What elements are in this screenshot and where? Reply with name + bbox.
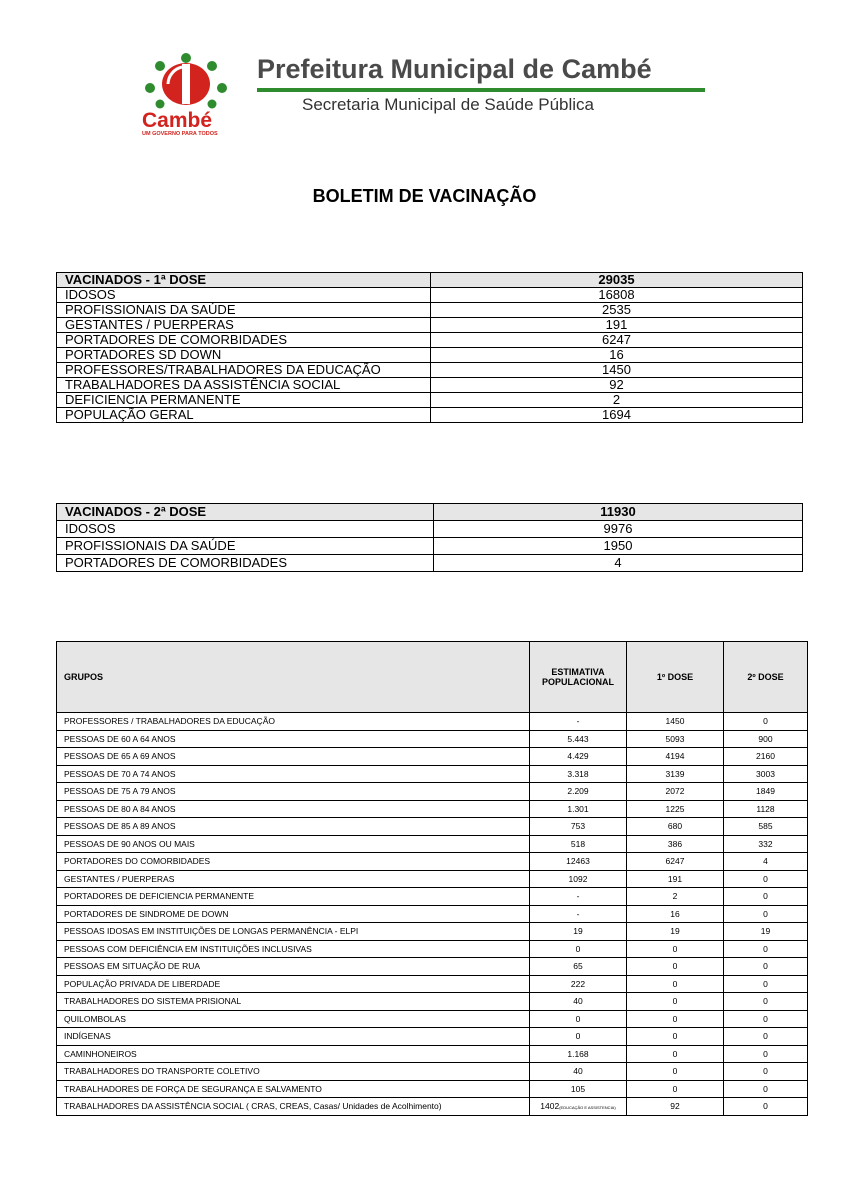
cell-estimativa-text: 12463 — [566, 856, 590, 867]
dose1-label: VACINADOS - 1ª DOSE — [57, 273, 431, 288]
cell-estimativa — [530, 853, 627, 871]
cell-grupo-text: PESSOAS DE 65 A 69 ANOS — [64, 751, 176, 762]
cell-d1 — [627, 975, 724, 993]
cell-d2-text: 0 — [763, 1031, 768, 1042]
cell-d2 — [724, 748, 808, 766]
cell-grupo-text: GESTANTES / PUERPERAS — [64, 873, 175, 884]
row-value: 16 — [431, 348, 803, 363]
cell-d1-text: 6247 — [665, 856, 685, 867]
cell-d2 — [724, 1028, 808, 1046]
cell-grupo-text: PESSOAS IDOSAS EM INSTITUIÇÕES DE LONGAS PERMANÊNCIA - ELPI — [64, 926, 359, 937]
cell-d2-text: 1849 — [756, 786, 775, 797]
cell-estimativa — [530, 730, 627, 748]
cell-d1-text: 16 — [670, 908, 680, 919]
table-row — [57, 318, 803, 333]
document-title: BOLETIM DE VACINAÇÃO — [312, 186, 537, 206]
row-label: DEFICIENCIA PERMANENTE — [57, 393, 431, 408]
dose1-total: 29035 — [431, 273, 803, 288]
cell-estimativa-text: 1402 — [540, 1101, 560, 1112]
cell-d2 — [724, 713, 808, 731]
cell-d2-text: 0 — [763, 891, 768, 902]
cell-grupo-text: PESSOAS DE 90 ANOS OU MAIS — [64, 838, 195, 849]
table-row — [57, 1063, 808, 1081]
row-value: 4 — [434, 555, 803, 572]
cell-d1-text: 0 — [672, 943, 678, 954]
table-row — [57, 555, 803, 572]
cell-d1 — [627, 958, 724, 976]
cell-d2 — [724, 1080, 808, 1098]
cell-estimativa — [530, 1010, 627, 1028]
cell-grupo-text: PORTADORES DO COMORBIDADES — [64, 856, 211, 867]
cell-d1 — [627, 905, 724, 923]
cell-grupo-text: PESSOAS DE 60 A 64 ANOS — [64, 733, 176, 744]
cell-d2 — [724, 870, 808, 888]
cell-grupo — [57, 713, 530, 731]
table-row — [57, 1010, 808, 1028]
row-label: PORTADORES DE COMORBIDADES — [57, 333, 431, 348]
cell-grupo-text: QUILOMBOLAS — [64, 1013, 126, 1024]
cell-estimativa-text: 222 — [570, 978, 586, 989]
cell-d2 — [724, 1010, 808, 1028]
cell-d2 — [724, 975, 808, 993]
cell-d2-text: 0 — [763, 1066, 768, 1077]
cell-d1-text: 3139 — [665, 768, 685, 779]
cell-d1 — [627, 940, 724, 958]
cell-estimativa-text: 1.168 — [567, 1048, 589, 1059]
table-row — [57, 538, 803, 555]
cell-d1-text: 0 — [672, 961, 678, 972]
cell-d2-text: 4 — [763, 856, 768, 867]
table-row — [57, 378, 803, 393]
cell-estimativa-text: - — [576, 716, 580, 727]
cell-grupo — [57, 1045, 530, 1063]
cell-d2 — [724, 993, 808, 1011]
cell-d1 — [627, 1098, 724, 1116]
cell-d1 — [627, 1010, 724, 1028]
header-subtitle: Secretaria Municipal de Saúde Pública — [302, 95, 595, 114]
cell-d2 — [724, 905, 808, 923]
cell-grupo — [57, 1010, 530, 1028]
dose2-header-row — [57, 504, 803, 521]
cell-grupo-text: PESSOAS DE 70 A 74 ANOS — [64, 768, 176, 779]
cell-estimativa-text: 0 — [575, 1031, 581, 1042]
cell-d2-text: 0 — [763, 908, 768, 919]
cell-d1-text: 1225 — [665, 803, 685, 814]
cell-grupo-text: PESSOAS COM DEFICIÊNCIA EM INSTITUIÇÕES INCLUSIVAS — [64, 943, 312, 954]
cell-d2 — [724, 783, 808, 801]
cell-grupo-text: PROFESSORES / TRABALHADORES DA EDUCAÇÃO — [64, 716, 275, 727]
row-label: GESTANTES / PUERPERAS — [57, 318, 431, 333]
cell-estimativa-text: 40 — [573, 1066, 583, 1077]
dose2-total: 11930 — [434, 504, 803, 521]
cell-d2 — [724, 835, 808, 853]
row-value: 92 — [431, 378, 803, 393]
cell-d2-text: 19 — [760, 926, 771, 937]
cell-d1-text: 2 — [672, 891, 678, 902]
cell-d2 — [724, 1063, 808, 1081]
cell-estimativa-text: 65 — [573, 961, 583, 972]
cell-d2-text: 0 — [763, 978, 768, 989]
row-value: 2 — [431, 393, 803, 408]
dose2-label: VACINADOS - 2ª DOSE — [57, 504, 434, 521]
cell-estimativa — [530, 1028, 627, 1046]
cell-estimativa-text: 2.209 — [567, 786, 589, 797]
cell-grupo-text: TRABALHADORES DO TRANSPORTE COLETIVO — [64, 1066, 260, 1077]
cell-estimativa — [530, 958, 627, 976]
table-row — [57, 783, 808, 801]
cell-grupo — [57, 783, 530, 801]
cell-estimativa-text: 3.318 — [567, 768, 589, 779]
groups-table — [56, 641, 808, 1116]
cell-d1 — [627, 1028, 724, 1046]
row-value: 1950 — [434, 538, 803, 555]
cell-d2 — [724, 940, 808, 958]
cell-grupo-text: TRABALHADORES DO SISTEMA PRISIONAL — [64, 996, 242, 1007]
cell-estimativa-text: 1092 — [568, 873, 588, 884]
table-row — [57, 393, 803, 408]
cell-d1 — [627, 1080, 724, 1098]
cell-estimativa — [530, 940, 627, 958]
table-row — [57, 303, 803, 318]
cell-d1-text: 1450 — [665, 716, 685, 727]
cell-grupo — [57, 975, 530, 993]
row-label: TRABALHADORES DA ASSISTÊNCIA SOCIAL — [57, 378, 431, 393]
cell-estimativa-text: 1.301 — [567, 803, 589, 814]
table-row — [57, 333, 803, 348]
cell-d2 — [724, 800, 808, 818]
cell-grupo — [57, 1028, 530, 1046]
table-row — [57, 765, 808, 783]
row-value: 16808 — [431, 288, 803, 303]
cell-note: (EDUCAÇÃO E ASSISTENCIA) — [559, 1105, 616, 1111]
cell-grupo — [57, 888, 530, 906]
cell-d2-text: 0 — [763, 961, 768, 972]
cell-d1-text: 5093 — [665, 733, 685, 744]
table-row — [57, 730, 808, 748]
cell-d2 — [724, 765, 808, 783]
cell-d2-text: 0 — [763, 873, 768, 884]
cell-grupo-text: POPULAÇÃO PRIVADA DE LIBERDADE — [64, 978, 221, 989]
cell-estimativa-text: 0 — [575, 1013, 581, 1024]
cell-estimativa — [530, 1063, 627, 1081]
cell-d1-text: 0 — [672, 978, 678, 989]
table-row — [57, 818, 808, 836]
cell-grupo-text: TRABALHADORES DA ASSISTÊNCIA SOCIAL ( CRAS, CREAS, Casas/ Unidades de Acolhimento) — [64, 1101, 442, 1112]
row-label: POPULAÇÃO GERAL — [57, 408, 431, 423]
cell-estimativa — [530, 870, 627, 888]
cell-grupo — [57, 923, 530, 941]
cell-grupo — [57, 765, 530, 783]
table-row — [57, 940, 808, 958]
table-row — [57, 748, 808, 766]
cell-estimativa-text: 518 — [570, 838, 586, 849]
table-row — [57, 870, 808, 888]
table-row — [57, 1045, 808, 1063]
cell-d1 — [627, 853, 724, 871]
cell-grupo — [57, 853, 530, 871]
cell-d2-text: 0 — [763, 1083, 768, 1094]
col-header-dose2: 2º DOSE — [724, 642, 808, 713]
cell-estimativa — [530, 783, 627, 801]
cell-estimativa — [530, 975, 627, 993]
cell-grupo-text: PORTADORES DE SINDROME DE DOWN — [64, 908, 229, 919]
cell-d1-text: 386 — [667, 838, 683, 849]
table-row — [57, 905, 808, 923]
cell-grupo — [57, 818, 530, 836]
cell-d1-text: 92 — [670, 1101, 680, 1112]
cell-grupo-text: CAMINHONEIROS — [64, 1048, 137, 1059]
cell-estimativa-text: - — [576, 891, 580, 902]
page-header — [0, 0, 849, 150]
cell-d2-text: 0 — [763, 716, 768, 727]
table-row — [57, 993, 808, 1011]
table-row — [57, 888, 808, 906]
header-divider — [257, 88, 705, 92]
cell-grupo — [57, 748, 530, 766]
logo-text: Cambé — [142, 109, 213, 132]
cell-grupo — [57, 1098, 530, 1116]
table-row — [57, 1080, 808, 1098]
cell-d2-text: 2160 — [756, 751, 775, 762]
col-header-grupos: GRUPOS — [57, 642, 530, 713]
row-label: PROFESSORES/TRABALHADORES DA EDUCAÇÃO — [57, 363, 431, 378]
cell-grupo — [57, 940, 530, 958]
cell-grupo — [57, 905, 530, 923]
cell-grupo-text: TRABALHADORES DE FORÇA DE SEGURANÇA E SALVAMENTO — [64, 1083, 322, 1094]
cell-d2-text: 0 — [763, 1048, 768, 1059]
table-row — [57, 923, 808, 941]
groups-body — [57, 713, 808, 1116]
cell-estimativa — [530, 1098, 627, 1116]
row-value: 1450 — [431, 363, 803, 378]
table-row — [57, 800, 808, 818]
cell-d2 — [724, 1045, 808, 1063]
cell-grupo-text: INDÍGENAS — [64, 1031, 111, 1042]
row-value: 2535 — [431, 303, 803, 318]
cell-estimativa — [530, 923, 627, 941]
cell-d1 — [627, 713, 724, 731]
cell-estimativa-text: 105 — [570, 1083, 586, 1094]
row-label: IDOSOS — [57, 521, 434, 538]
cell-d1 — [627, 765, 724, 783]
cell-grupo — [57, 870, 530, 888]
cell-d1-text: 680 — [667, 821, 683, 832]
cell-grupo-text: PESSOAS DE 75 A 79 ANOS — [64, 786, 176, 797]
cell-estimativa — [530, 800, 627, 818]
cell-d1 — [627, 888, 724, 906]
table-row — [57, 853, 808, 871]
cell-d1 — [627, 730, 724, 748]
cell-d2-text: 900 — [758, 733, 773, 744]
cell-grupo — [57, 1063, 530, 1081]
cell-estimativa — [530, 993, 627, 1011]
dose1-header-row — [57, 273, 803, 288]
cell-d2 — [724, 730, 808, 748]
cell-d1 — [627, 923, 724, 941]
cell-estimativa — [530, 1045, 627, 1063]
row-label: PROFISSIONAIS DA SAÚDE — [57, 538, 434, 555]
cell-estimativa-text: 40 — [573, 996, 583, 1007]
row-value: 6247 — [431, 333, 803, 348]
row-label: PORTADORES DE COMORBIDADES — [57, 555, 434, 572]
cell-d2-text: 0 — [763, 996, 768, 1007]
cell-grupo — [57, 800, 530, 818]
cell-estimativa — [530, 765, 627, 783]
cell-d2 — [724, 1098, 808, 1116]
table-row — [57, 1028, 808, 1046]
cell-d1-text: 0 — [672, 1031, 678, 1042]
table-row — [57, 1098, 808, 1116]
cell-grupo — [57, 835, 530, 853]
cell-d1-text: 2072 — [665, 786, 685, 797]
dose2-table — [56, 503, 803, 572]
col-header-estimativa: ESTIMATIVA POPULACIONAL — [530, 642, 627, 713]
cell-d2 — [724, 958, 808, 976]
table-row — [57, 975, 808, 993]
table-row — [57, 288, 803, 303]
dose1-table — [56, 272, 803, 423]
cell-d2-text: 332 — [758, 838, 773, 849]
cell-d1 — [627, 748, 724, 766]
cell-d1 — [627, 870, 724, 888]
cell-estimativa — [530, 713, 627, 731]
cell-d1 — [627, 1063, 724, 1081]
cell-estimativa — [530, 835, 627, 853]
cell-estimativa — [530, 905, 627, 923]
cell-d2 — [724, 818, 808, 836]
cell-grupo — [57, 993, 530, 1011]
cell-d2 — [724, 888, 808, 906]
col-header-dose1: 1º DOSE — [627, 642, 724, 713]
table-row — [57, 835, 808, 853]
row-label: IDOSOS — [57, 288, 431, 303]
cell-estimativa-text: - — [576, 908, 580, 919]
cell-d1-text: 0 — [672, 1013, 678, 1024]
row-value: 191 — [431, 318, 803, 333]
cell-grupo-text: PORTADORES DE DEFICIENCIA PERMANENTE — [64, 891, 255, 902]
table-row — [57, 348, 803, 363]
cell-d1 — [627, 800, 724, 818]
cell-d1-text: 0 — [672, 1066, 678, 1077]
cell-d1 — [627, 783, 724, 801]
cell-d2-text: 1128 — [756, 803, 775, 814]
cell-d2-text: 0 — [763, 1013, 768, 1024]
cell-grupo-text: PESSOAS EM SITUAÇÃO DE RUA — [64, 961, 201, 972]
cell-estimativa-text: 4.429 — [567, 751, 589, 762]
cell-estimativa — [530, 748, 627, 766]
cell-grupo — [57, 730, 530, 748]
row-value: 1694 — [431, 408, 803, 423]
cell-grupo-text: PESSOAS DE 85 A 89 ANOS — [64, 821, 176, 832]
cell-d1-text: 0 — [672, 1083, 678, 1094]
cell-d1 — [627, 818, 724, 836]
cell-d1 — [627, 835, 724, 853]
table-row — [57, 958, 808, 976]
cell-estimativa — [530, 888, 627, 906]
row-value: 9976 — [434, 521, 803, 538]
cell-estimativa-text: 19 — [573, 926, 583, 937]
cell-estimativa-text: 0 — [575, 943, 581, 954]
header-title: Prefeitura Municipal de Cambé — [257, 54, 652, 84]
cell-d1-text: 4194 — [665, 751, 685, 762]
table-row — [57, 363, 803, 378]
cell-estimativa — [530, 1080, 627, 1098]
cell-d1-text: 191 — [667, 873, 683, 884]
logo-tagline: UM GOVERNO PARA TODOS — [142, 131, 218, 137]
cell-grupo-text: PESSOAS DE 80 A 84 ANOS — [64, 803, 176, 814]
cell-d1-text: 0 — [672, 1048, 678, 1059]
row-label: PORTADORES SD DOWN — [57, 348, 431, 363]
cell-d1-text: 19 — [670, 926, 680, 937]
cell-d2-text: 3003 — [756, 768, 775, 779]
cell-grupo — [57, 958, 530, 976]
cell-d2 — [724, 853, 808, 871]
table-row — [57, 521, 803, 538]
cell-d1 — [627, 993, 724, 1011]
cell-d2-text: 0 — [763, 1101, 768, 1112]
cell-estimativa — [530, 818, 627, 836]
table-row — [57, 408, 803, 423]
table-row — [57, 713, 808, 731]
cell-estimativa-text: 753 — [570, 821, 586, 832]
groups-header-row — [57, 642, 808, 713]
cell-estimativa-text: 5.443 — [567, 733, 589, 744]
cell-d2-text: 0 — [763, 943, 768, 954]
cell-grupo — [57, 1080, 530, 1098]
cell-d1 — [627, 1045, 724, 1063]
cell-d2 — [724, 923, 808, 941]
row-label: PROFISSIONAIS DA SAÚDE — [57, 303, 431, 318]
cell-d1-text: 0 — [672, 996, 678, 1007]
cell-d2-text: 585 — [758, 821, 773, 832]
